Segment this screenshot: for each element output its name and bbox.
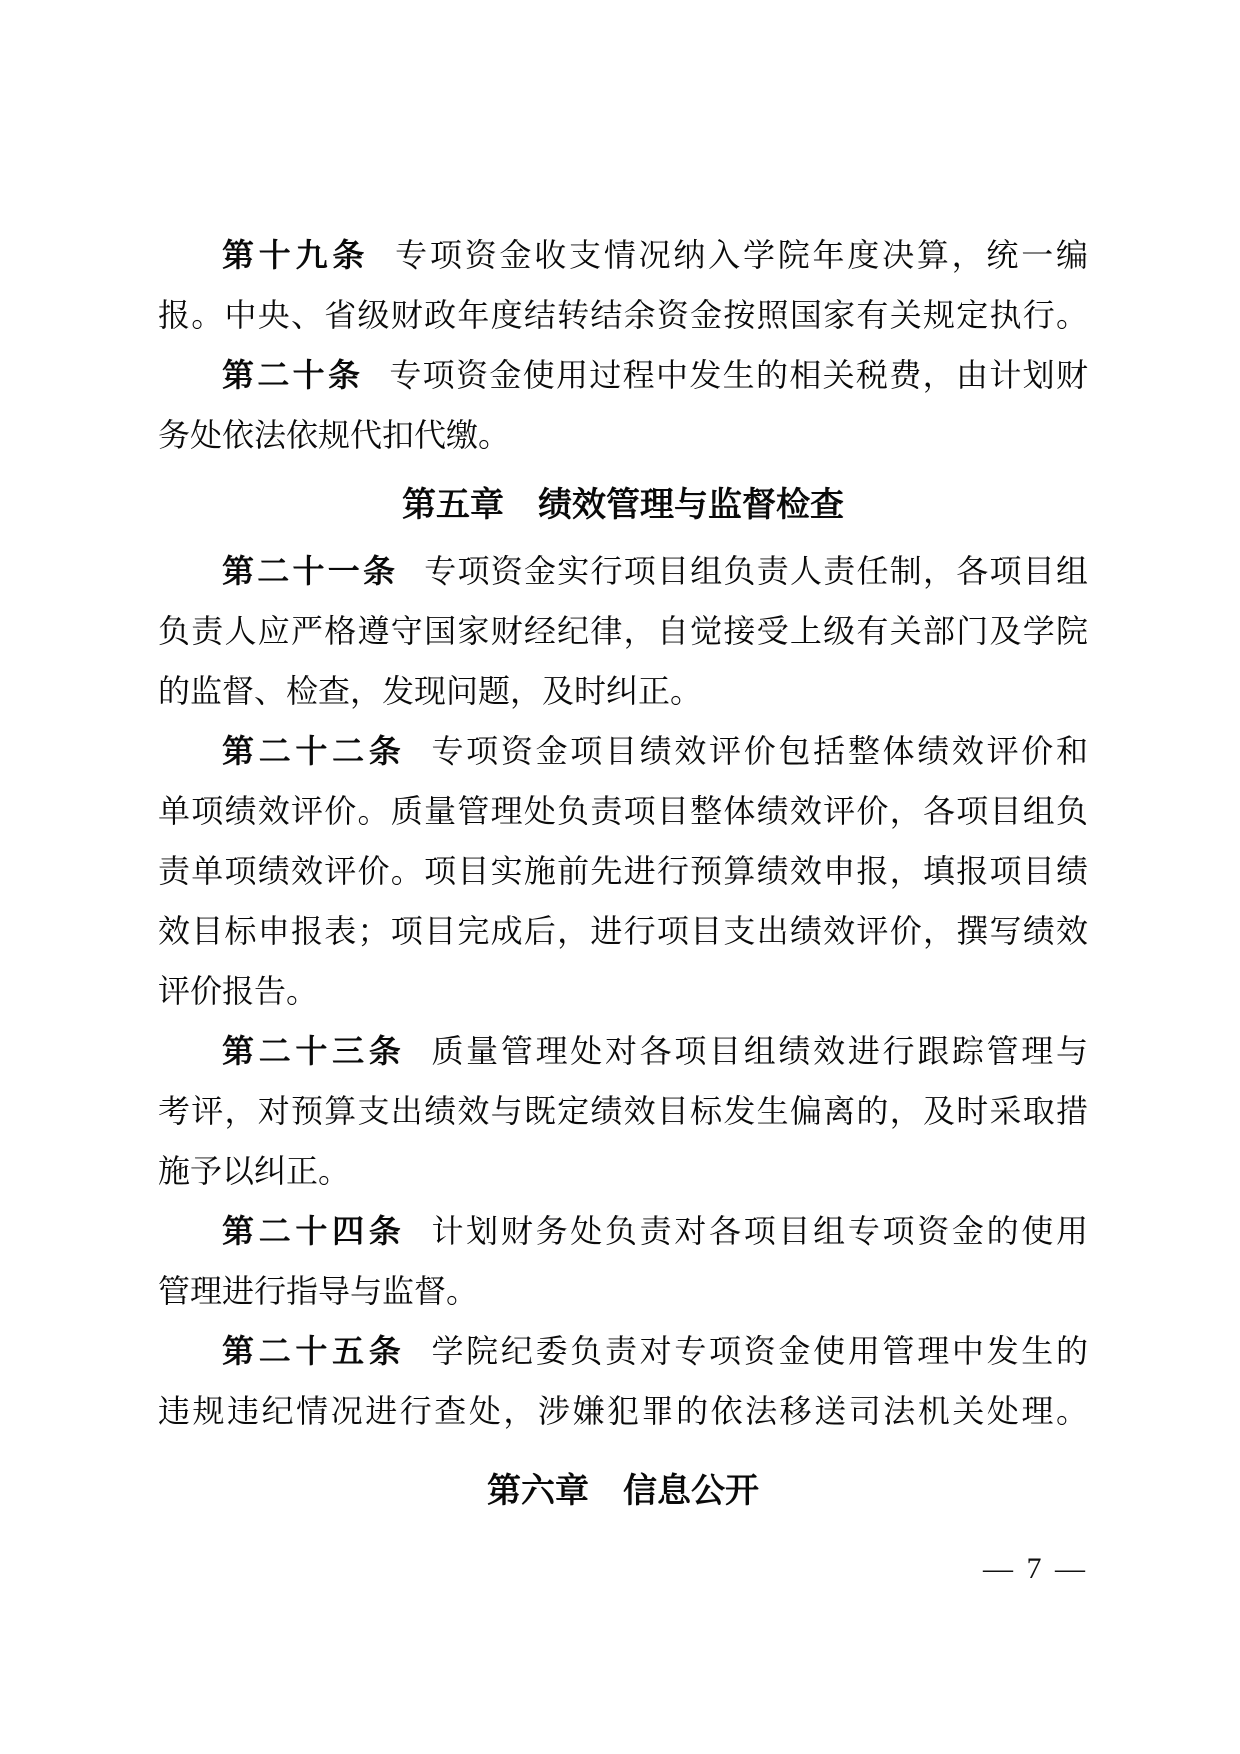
article-number-label: 第二十五条: [222, 1333, 406, 1369]
paragraph-line: 管理进行指导与监督。: [158, 1273, 479, 1309]
article-number-label: 第二十三条: [222, 1033, 406, 1069]
paragraph-line: 评价报告。: [158, 973, 319, 1009]
paragraph-line: 单项绩效评价。质量管理处负责项目整体绩效评价，各项目组负: [158, 793, 1088, 829]
paragraph-line: [158, 1021, 1088, 1081]
paragraph-text: 专项资金使用过程中发生的相关税费，由计划财: [389, 357, 1088, 393]
article-number-label: 第二十条: [222, 357, 364, 393]
article-number-label: 第二十四条: [222, 1213, 406, 1249]
paragraph-text: 计划财务处负责对各项目组专项资金的使用: [431, 1213, 1088, 1249]
article-number-label: 第二十二条: [222, 733, 406, 769]
paragraph-line: 施予以纠正。: [158, 1153, 351, 1189]
paragraph-text: 学院纪委负责对专项资金使用管理中发生的: [431, 1333, 1088, 1369]
page-number: — 7 —: [983, 1552, 1088, 1585]
paragraph-line: 违规违纪情况进行查处，涉嫌犯罪的依法移送司法机关处理。: [158, 1393, 1088, 1429]
paragraph-line: [158, 225, 1088, 285]
paragraph-line: 负责人应严格遵守国家财经纪律，自觉接受上级有关部门及学院: [158, 613, 1088, 649]
paragraph-text: 专项资金项目绩效评价包括整体绩效评价和: [431, 733, 1088, 769]
article-number-label: 第十九条: [222, 237, 370, 273]
paragraph-line: 务处依法依规代扣代缴。: [158, 417, 511, 453]
paragraph-line: 考评，对预算支出绩效与既定绩效目标发生偏离的，及时采取措: [158, 1093, 1088, 1129]
chapter-heading: 第六章 信息公开: [487, 1472, 759, 1510]
chapter-heading: 第五章 绩效管理与监督检查: [402, 486, 844, 524]
document-body: [158, 225, 1088, 1523]
paragraph-text: 专项资金收支情况纳入学院年度决算，统一编: [395, 237, 1088, 273]
article-number-label: 第二十一条: [222, 553, 399, 589]
paragraph-line: [158, 1321, 1088, 1381]
paragraph-text: 专项资金实行项目组负责人责任制，各项目组: [424, 553, 1088, 589]
paragraph-line: [158, 721, 1088, 781]
paragraph-line: 的监督、检查，发现问题，及时纠正。: [158, 673, 703, 709]
paragraph-line: 责单项绩效评价。项目实施前先进行预算绩效申报，填报项目绩: [158, 853, 1088, 889]
paragraph-line: [158, 541, 1088, 601]
paragraph-line: 效目标申报表；项目完成后，进行项目支出绩效评价，撰写绩效: [158, 913, 1088, 949]
paragraph-line: [158, 345, 1088, 405]
paragraph-line: 报。中央、省级财政年度结转结余资金按照国家有关规定执行。: [158, 297, 1088, 333]
paragraph-line: [158, 1201, 1088, 1261]
paragraph-text: 质量管理处对各项目组绩效进行跟踪管理与: [431, 1033, 1088, 1069]
